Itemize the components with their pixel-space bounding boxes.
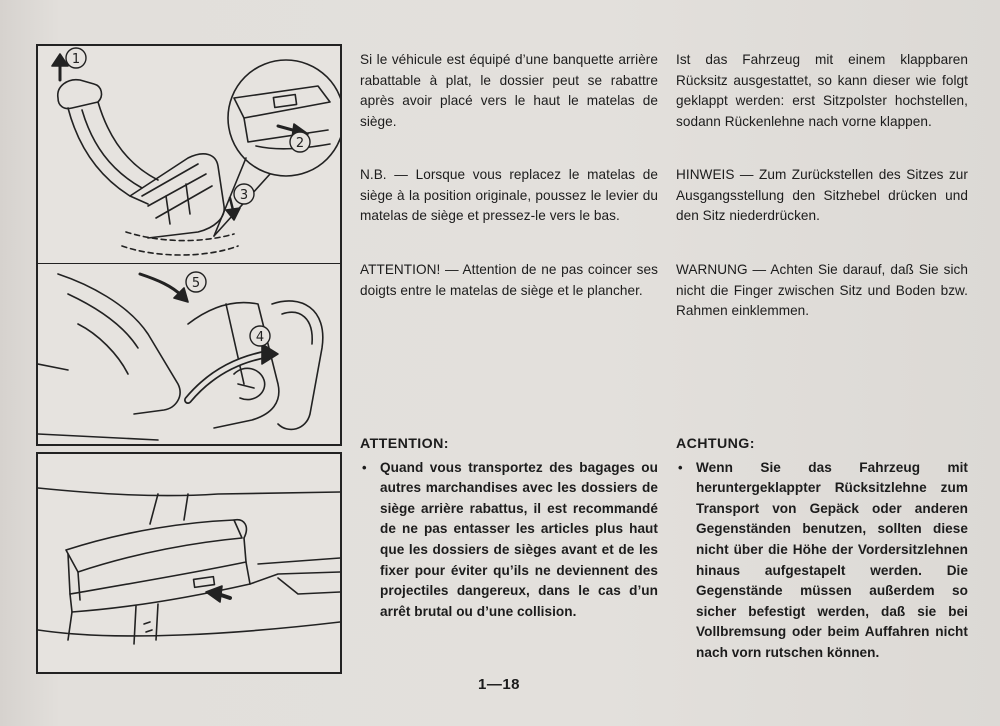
figure-seat-lever: [36, 452, 342, 674]
bullet-dot: •: [362, 459, 367, 475]
callout-2: 2: [295, 136, 305, 151]
callout-4: 4: [255, 330, 265, 345]
seat-lever-illustration: [38, 454, 340, 672]
page-number: 1—18: [478, 676, 521, 693]
fr-attention-fingers: [360, 260, 658, 301]
fr-nb: N.B. — Lorsque vous replacez le matelas de siège à la position originale, poussez le levier du matelas de siège et pressez-le vers le bas.: [360, 167, 658, 224]
backrest-fold-illustration: [38, 264, 340, 444]
figure-backrest-fold: [36, 263, 342, 446]
callout-3: 3: [239, 188, 249, 203]
de-paragraph-fold-seat: [676, 50, 968, 132]
bullet-dot: •: [678, 459, 683, 475]
fr-attention2-bullet-item: [360, 458, 658, 623]
callout-1: 1: [71, 52, 81, 67]
fr-p1: Si le véhicule est équipé d’une banquette arrière rabattable à plat, le dossier peut se rabattre après avoir placé vers le haut le matelas de siège.: [360, 52, 658, 129]
fr-attention2-text: Quand vous transportez des bagages ou autres marchandises avec les dossiers de siège arrière rabattus, il est recommandé de ne pas entasser les articles plus haut que les dossiers de sièges avant et de les fixer pour éviter qu’ils ne deviennent des projectiles dangereux, dans le cas d’un arrêt brutal ou d’une collision.: [380, 459, 658, 619]
seat-cushion-illustration: [38, 46, 340, 264]
de-achtung-text: Wenn Sie das Fahrzeug mit heruntergeklappter Rücksitzlehne zum Transport von Gepäck oder anderen Gegenständen benutzen, sollten diese nicht über die Höhe der Vordersitzlehnen hinaus aufgestapelt werden. Die Gegenstände müssen außerdem so sicher befestigt werden, daß sie bei Vollbremsung oder beim Auffahren nicht nach vorn rutschen können.: [696, 459, 968, 660]
de-p1: Ist das Fahrzeug mit einem klappbaren Rücksitz ausgestattet, so kann dieser wie folgt geklappt werden: erst Sitzpolster hochstellen, sodann Rückenlehne nach vorne klappen.: [676, 52, 968, 129]
de-warnung-fingers: [676, 260, 968, 322]
de-achtung-heading: ACHTUNG:: [676, 436, 755, 452]
de-achtung-luggage: [676, 434, 968, 664]
fr-attention1: ATTENTION! — Attention de ne pas coincer ses doigts entre le matelas de siège et le plancher.: [360, 262, 658, 298]
figure-seat-cushion-lift: [36, 44, 342, 265]
fr-attention-luggage: [360, 434, 658, 622]
de-warnung: WARNUNG — Achten Sie darauf, daß Sie sich nicht die Finger zwischen Sitz und Boden bzw. Rahmen einklemmen.: [676, 262, 968, 319]
fr-attention2-heading: ATTENTION:: [360, 436, 449, 452]
de-achtung-bullet-item: [676, 458, 968, 664]
fr-nb-note: [360, 165, 658, 227]
de-hinweis: HINWEIS — Zum Zurückstellen des Sitzes zur Ausgangsstellung den Sitzhebel drücken und den Sitz niederdrücken.: [676, 167, 968, 224]
callout-5: 5: [191, 276, 201, 291]
de-hinweis-note: [676, 165, 968, 227]
fr-paragraph-fold-seat: [360, 50, 658, 132]
